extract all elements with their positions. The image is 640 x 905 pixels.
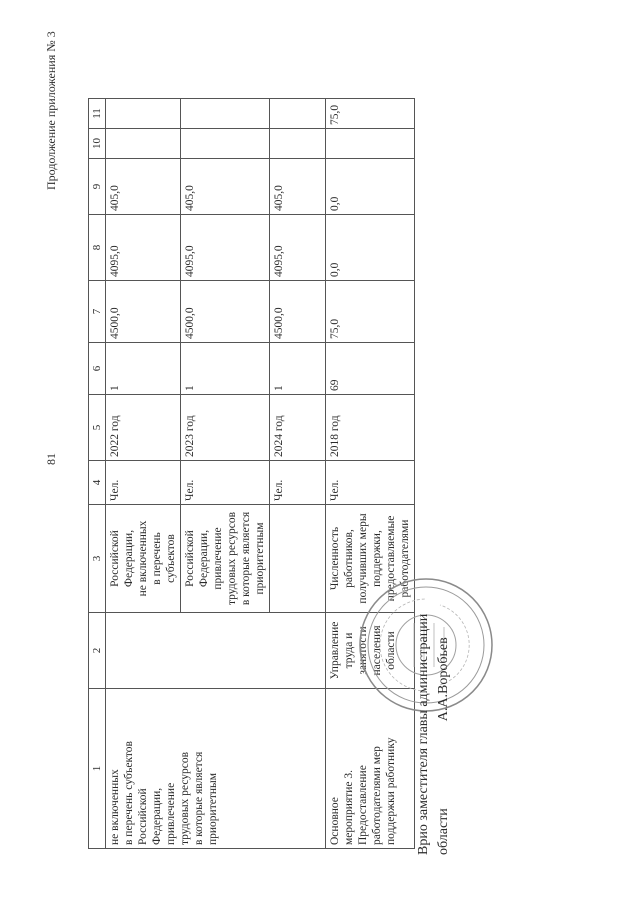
header-cell: 11 bbox=[89, 99, 106, 129]
table-cell-regional: 405,0 bbox=[270, 159, 326, 215]
table-cell-indicator: Численность работников, получивших меры поддержки, предоставляемые работодателями bbox=[326, 505, 415, 613]
table-cell-other bbox=[270, 99, 326, 129]
table-cell-year: 2018 год bbox=[326, 395, 415, 461]
header-cell: 8 bbox=[89, 215, 106, 281]
table-cell-total: 4500,0 bbox=[270, 281, 326, 343]
table-cell-regional: 0,0 bbox=[326, 159, 415, 215]
table-cell-federal: 4095,0 bbox=[270, 215, 326, 281]
table-cell-total: 4500,0 bbox=[106, 281, 181, 343]
table-cell-local bbox=[181, 129, 270, 159]
table-cell-year: 2024 год bbox=[270, 395, 326, 461]
header-cell: 10 bbox=[89, 129, 106, 159]
header-cell: 4 bbox=[89, 461, 106, 505]
table-cell-regional: 405,0 bbox=[181, 159, 270, 215]
header-cell: 1 bbox=[89, 689, 106, 849]
header-cell: 5 bbox=[89, 395, 106, 461]
table-cell-regional: 405,0 bbox=[106, 159, 181, 215]
table-cell-local bbox=[106, 129, 181, 159]
table-row bbox=[106, 99, 181, 849]
table-cell-local bbox=[270, 129, 326, 159]
table-cell-executor: Управление труда и занятости населения области bbox=[326, 613, 415, 689]
header-cell: 7 bbox=[89, 281, 106, 343]
table-cell-total: 75,0 bbox=[326, 281, 415, 343]
page-number: 81 bbox=[44, 453, 58, 465]
table-row bbox=[326, 99, 415, 849]
table-cell-indicator: Российской Федерации, не включенных в перечень субъектов bbox=[106, 505, 181, 613]
signature-position: Врио заместителя главы администрации bbox=[416, 613, 431, 855]
table-cell-value: 1 bbox=[106, 343, 181, 395]
header-cell: 3 bbox=[89, 505, 106, 613]
table-cell-federal: 0,0 bbox=[326, 215, 415, 281]
table-cell-executor bbox=[106, 613, 326, 689]
table-cell-year: 2022 год bbox=[106, 395, 181, 461]
table-cell-unit: Чел. bbox=[326, 461, 415, 505]
continuation-label: Продолжение приложения № 3 bbox=[44, 31, 58, 190]
header-cell: 2 bbox=[89, 613, 106, 689]
table-cell-other bbox=[106, 99, 181, 129]
header-row bbox=[89, 99, 106, 849]
table-cell-year: 2023 год bbox=[181, 395, 270, 461]
signature-block bbox=[414, 614, 454, 855]
signature-name: А.А.Воробьев bbox=[436, 637, 451, 722]
table-cell-unit: Чел. bbox=[181, 461, 270, 505]
header-cell: 9 bbox=[89, 159, 106, 215]
table-cell-federal: 4095,0 bbox=[181, 215, 270, 281]
table-cell-event: Основное мероприятие 3. Предоставление работодателями мер поддержки работнику bbox=[326, 689, 415, 849]
table-cell-local bbox=[326, 129, 415, 159]
table-cell-federal: 4095,0 bbox=[106, 215, 181, 281]
table-cell-value: 1 bbox=[181, 343, 270, 395]
table-cell-value: 1 bbox=[270, 343, 326, 395]
table-cell-indicator bbox=[270, 505, 326, 613]
data-table bbox=[88, 98, 415, 849]
table-cell-other: 75,0 bbox=[326, 99, 415, 129]
table-cell-total: 4500,0 bbox=[181, 281, 270, 343]
signature-region: области bbox=[436, 808, 451, 855]
table-cell-unit: Чел. bbox=[106, 461, 181, 505]
signature-line bbox=[434, 614, 454, 855]
table-cell-value: 69 bbox=[326, 343, 415, 395]
table-cell-other bbox=[181, 99, 270, 129]
table-cell-event: не включенных в перечень субъектов Российской Федерации, привлечение трудовых ресурсов в которые является приоритетным bbox=[106, 689, 326, 849]
header-cell: 6 bbox=[89, 343, 106, 395]
table-cell-indicator: Российской Федерации, привлечение трудовых ресурсов в которые является приоритетным bbox=[181, 505, 270, 613]
table-cell-unit: Чел. bbox=[270, 461, 326, 505]
